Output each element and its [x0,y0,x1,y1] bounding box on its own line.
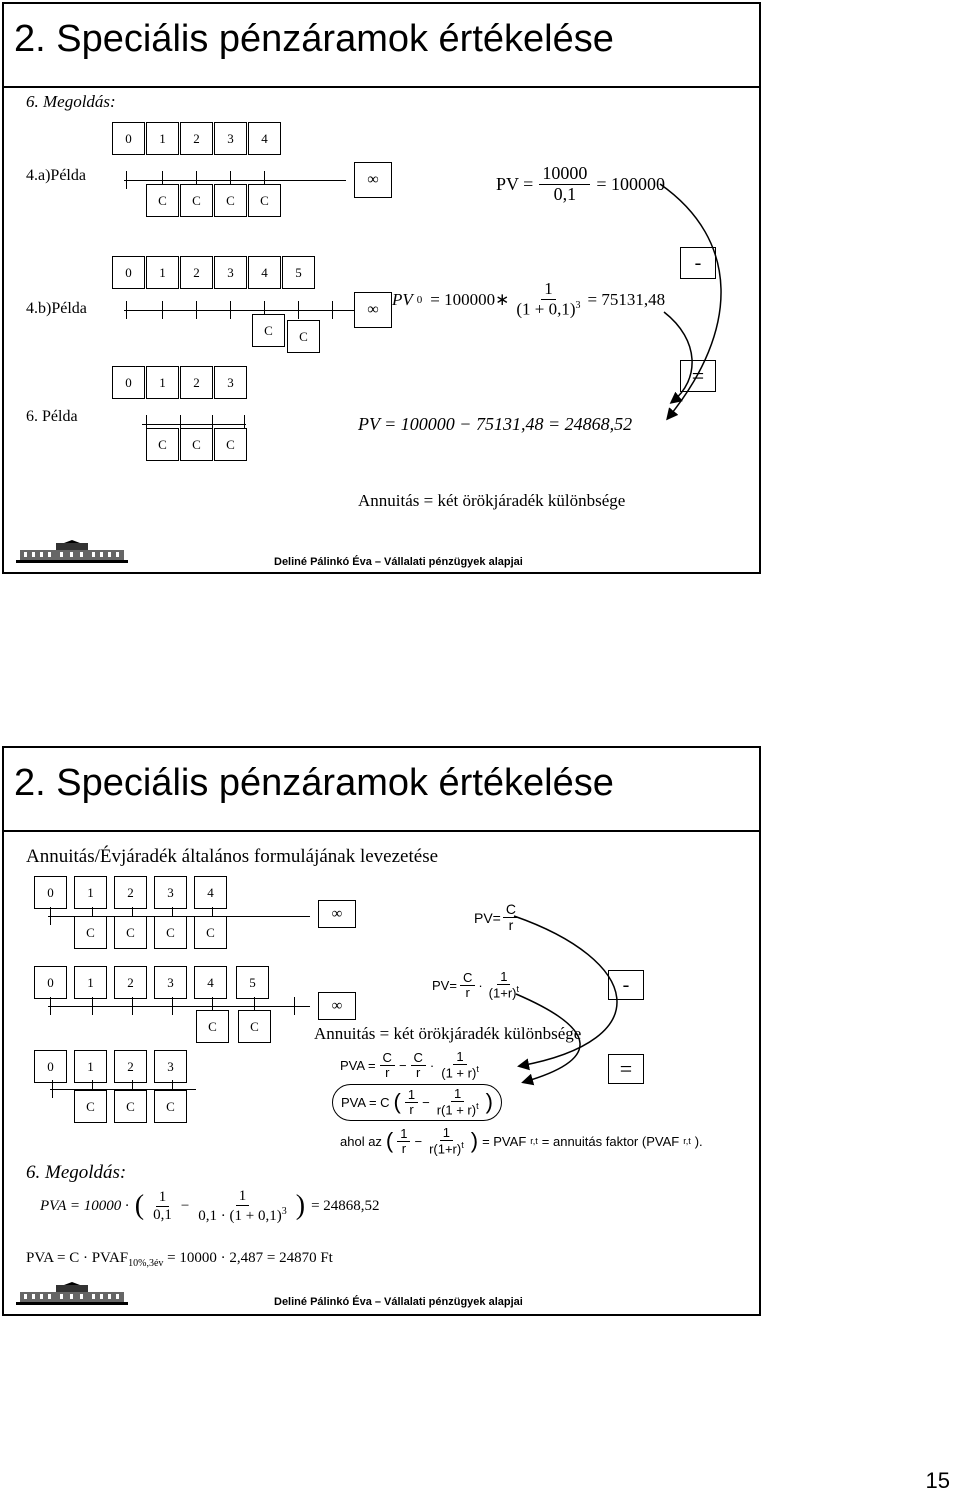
cashflow-box: C [238,1010,271,1043]
numerator: 1 [453,1050,466,1065]
cashflow-box: C [154,916,187,949]
period-box: 4 [248,122,281,155]
numerator: 10000 [539,164,590,185]
period-box: 3 [214,122,247,155]
formula-mid: = 100000∗ [430,289,510,309]
slide-1-footer: Deliné Pálinkó Éva – Vállalati pénzügyek alapjai [274,556,523,568]
denominator: r [508,917,514,934]
denominator-text: 0,1 · (1 + 0,1) [198,1207,282,1224]
dot: · [429,1057,435,1073]
period-box: 0 [112,256,145,289]
period-box: 0 [34,966,67,999]
formula-lhs: PVA = C [341,1094,390,1110]
denominator: r [465,984,470,1000]
page-number: 15 [925,1468,950,1493]
arrow-curve [516,994,580,1082]
cashflow-box: C [214,184,247,217]
denominator-text: (1 + r) [441,1065,477,1081]
denominator: 0,1 [153,1206,172,1223]
denominator: r [416,1064,421,1080]
denominator-text: (1+r) [488,985,517,1001]
formula-rhs: = 100000 [596,173,665,194]
example-b-label: 4.b)Példa [26,300,87,317]
exponent: 3 [575,299,581,311]
cashflow-box: C [194,916,227,949]
period-box: 0 [34,876,67,909]
cashflow-box: C [287,320,320,353]
dot: · [478,977,483,993]
cashflow-box: C [196,1010,229,1043]
numerator: C [460,971,475,986]
derivation-heading: Annuitás/Évjáradék általános formulájának levezetése [26,846,439,867]
infinity-box: ∞ [354,292,392,328]
formula-lhs: PV = [496,173,534,194]
slide-2-title: 2. Speciális pénzáramok értékelése [14,762,614,804]
period-box: 0 [112,122,145,155]
exponent: 3 [281,1205,287,1217]
period-box: 0 [112,366,145,399]
paren-open: ( [134,1190,145,1221]
numerator: C [503,902,519,918]
denominator-text: r(1 + r) [436,1102,477,1118]
cashflow-box: C [248,184,281,217]
exponent: t [461,1140,464,1151]
formula-lhs: PV [392,289,413,309]
slide-1-title: 2. Speciális pénzáramok értékelése [14,18,614,60]
formula-lhs: PV= [474,909,501,926]
period-box: 1 [74,966,107,999]
period-box: 3 [154,966,187,999]
period-box: 1 [74,1050,107,1083]
example-6-label: 6. Példa [26,408,78,425]
arrow-curve [660,184,721,418]
equals-operator-box: = [680,360,716,392]
pvaf-sub: r,t [530,1136,538,1147]
exponent: t [476,1101,479,1112]
annuity-factor-end: ). [694,1133,703,1149]
denominator-text: (1 + 0,1) [516,299,576,319]
pv-formula-c: PV = 100000 − 75131,48 = 24868,52 [358,414,633,434]
period-box: 2 [114,1050,147,1083]
period-box: 1 [146,366,179,399]
period-box: 3 [154,1050,187,1083]
exponent: t [516,984,519,995]
period-box: 3 [154,876,187,909]
numerator: 1 [451,1087,464,1102]
example-a-label: 4.a)Példa [26,167,86,184]
period-box: 2 [180,256,213,289]
minus-sign: − [414,1133,423,1149]
solution-label: 6. Megoldás: [26,1162,127,1183]
annuity-note: Annuitás = két örökjáradék különbsége [314,1024,582,1043]
period-box: 4 [194,876,227,909]
denominator-text: r(1+r) [429,1141,462,1157]
slide-1-subtitle: 6. Megoldás: [26,92,116,111]
numerator: 1 [397,1127,410,1142]
minus-sign: − [180,1197,190,1214]
period-box: 2 [114,876,147,909]
minus-operator-box: - [680,247,716,279]
cashflow-box: C [114,916,147,949]
period-box: 1 [146,256,179,289]
cashflow-box: C [146,428,179,461]
arrow-curve [664,312,692,402]
cashflow-box: C [180,428,213,461]
period-box: 0 [34,1050,67,1083]
period-box: 4 [194,966,227,999]
pvaf-label: = PVAF [482,1133,527,1149]
denominator: 0,1 [553,183,577,204]
cashflow-box: C [180,184,213,217]
formula-rhs: = 24868,52 [311,1197,380,1214]
minus-operator-box: - [608,970,644,1000]
slide-2-footer: Deliné Pálinkó Éva – Vállalati pénzügyek alapjai [274,1296,523,1308]
cashflow-box: C [114,1090,147,1123]
period-box: 2 [114,966,147,999]
numerator: 1 [156,1189,170,1207]
minus-sign: − [398,1057,407,1073]
numerator: C [380,1051,395,1066]
numerator: 1 [440,1126,453,1141]
final-text-rest: = 10000 · 2,487 = 24870 Ft [167,1250,333,1266]
cashflow-box: C [146,184,179,217]
annuity-factor-label: = annuitás faktor (PVAF [541,1133,680,1149]
arrow-curve [514,916,617,1066]
paren-close: ) [470,1128,479,1154]
minus-sign: − [422,1094,430,1110]
numerator: 1 [405,1088,418,1103]
period-box: 5 [236,966,269,999]
equals-operator-box: = [608,1054,644,1084]
formula-lhs: PVA = [340,1057,376,1073]
denominator: r [401,1140,407,1156]
cashflow-box: C [74,1090,107,1123]
denominator: r [385,1064,390,1080]
denominator: r [409,1101,414,1117]
formula-sub: 0 [416,293,423,306]
numerator: 1 [541,280,556,300]
period-box: 1 [74,876,107,909]
paren-open: ( [393,1089,401,1115]
final-sub: 10%,3év [128,1258,164,1269]
cashflow-box: C [74,916,107,949]
infinity-box: ∞ [318,900,356,928]
paren-open: ( [385,1128,394,1154]
infinity-box: ∞ [318,992,356,1020]
formula-rhs: = 75131,48 [587,289,666,309]
cashflow-box: C [252,314,285,347]
formula-lhs: PV= [432,977,457,993]
period-box: 3 [214,366,247,399]
annuity-note: Annuitás = két örökjáradék különbsége [358,491,626,510]
final-text: PVA = C · PVAF [26,1250,129,1266]
paren-close: ) [485,1089,493,1115]
numerator: 1 [236,1188,250,1206]
period-box: 5 [282,256,315,289]
paren-close: ) [295,1190,306,1221]
numerator: 1 [497,970,510,985]
cashflow-box: C [214,428,247,461]
period-box: 3 [214,256,247,289]
numerator: C [411,1051,426,1066]
annuity-factor-sub: r,t [683,1136,691,1147]
period-box: 1 [146,122,179,155]
period-box: 2 [180,366,213,399]
period-box: 4 [248,256,281,289]
formula-lhs: PVA = 10000 · [40,1197,129,1214]
ahol-lead: ahol az [340,1133,382,1149]
cashflow-box: C [154,1090,187,1123]
exponent: t [476,1064,479,1075]
period-box: 2 [180,122,213,155]
infinity-box: ∞ [354,162,392,198]
